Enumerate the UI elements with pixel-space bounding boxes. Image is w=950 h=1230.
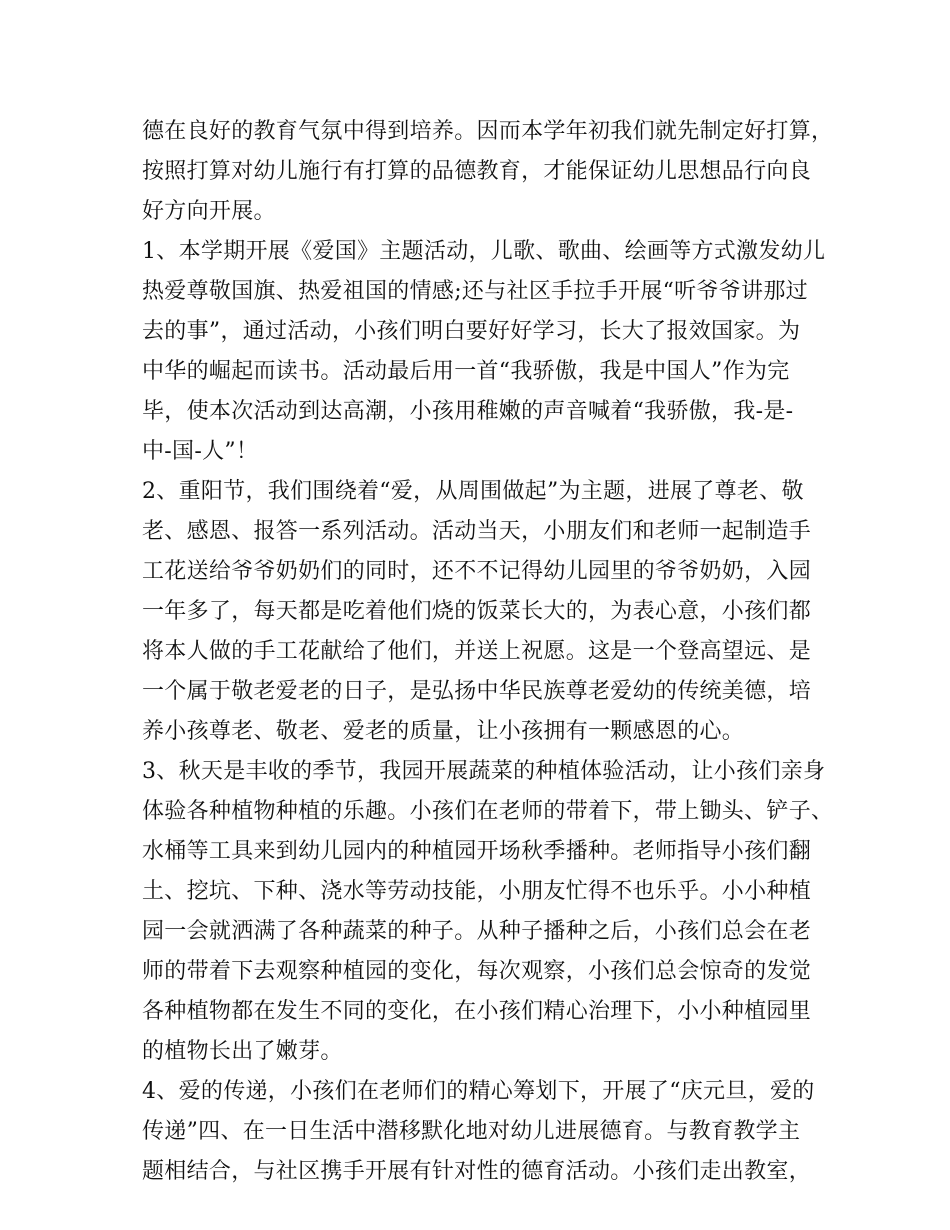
text-line: 的植物长出了嫩芽。	[142, 1039, 343, 1064]
text-line: 2、重阳节，我们围绕着“爱，从周围做起”为主题，进展了尊老、敬	[142, 479, 804, 504]
text-line: 水桶等工具来到幼儿园内的种植园开场秋季播种。老师指导小孩们翻	[142, 839, 812, 864]
text-line: 去的事”，通过活动，小孩们明白要好好学习，长大了报效国家。为	[142, 319, 801, 344]
text-line: 传递”四、在一日生活中潜移默化地对幼儿进展德育。与教育教学主	[142, 1119, 801, 1144]
text-line: 按照打算对幼儿施行有打算的品德教育，才能保证幼儿思想品行向良	[142, 159, 812, 184]
text-line: 好方向开展。	[142, 199, 276, 224]
text-line: 3、秋天是丰收的季节，我园开展蔬菜的种植体验活动，让小孩们亲身	[142, 759, 826, 784]
text-line: 毕，使本次活动到达高潮，小孩用稚嫩的声音喊着“我骄傲，我-是-	[142, 399, 794, 424]
text-line: 园一会就洒满了各种蔬菜的种子。从种子播种之后，小孩们总会在老	[142, 919, 812, 944]
text-line: 热爱尊敬国旗、热爱祖国的情感;还与社区手拉手开展“听爷爷讲那过	[142, 279, 808, 304]
text-line: 一个属于敬老爱老的日子，是弘扬中华民族尊老爱幼的传统美德，培	[142, 679, 812, 704]
document-body	[142, 112, 834, 1192]
text-line: 题相结合，与社区携手开展有针对性的德育活动。小孩们走出教室，	[142, 1159, 812, 1184]
text-line: 德在良好的教育气氛中得到培养。因而本学年初我们就先制定好打算，	[142, 119, 834, 144]
text-line: 1、本学期开展《爱国》主题活动，儿歌、歌曲、绘画等方式激发幼儿	[142, 239, 826, 264]
text-line: 养小孩尊老、敬老、爱老的质量，让小孩拥有一颗感恩的心。	[142, 719, 745, 744]
text-line: 中华的崛起而读书。活动最后用一首“我骄傲，我是中国人”作为完	[142, 359, 790, 384]
text-line: 各种植物都在发生不同的变化，在小孩们精心治理下，小小种植园里	[142, 999, 812, 1024]
text-line: 一年多了，每天都是吃着他们烧的饭菜长大的，为表心意，小孩们都	[142, 599, 812, 624]
text-line: 土、挖坑、下种、浇水等劳动技能，小朋友忙得不也乐乎。小小种植	[142, 879, 812, 904]
text-line: 师的带着下去观察种植园的变化，每次观察，小孩们总会惊奇的发觉	[142, 959, 812, 984]
text-line: 中-国-人”！	[142, 439, 259, 464]
text-line: 4、爱的传递，小孩们在老师们的精心筹划下，开展了“庆元旦，爱的	[142, 1079, 815, 1104]
text-line: 将本人做的手工花献给了他们，并送上祝愿。这是一个登高望远、是	[142, 639, 812, 664]
text-line: 工花送给爷爷奶奶们的同时，还不不记得幼儿园里的爷爷奶奶，入园	[142, 559, 812, 584]
text-line: 老、感恩、报答一系列活动。活动当天，小朋友们和老师一起制造手	[142, 519, 812, 544]
text-line: 体验各种植物种植的乐趣。小孩们在老师的带着下，带上锄头、铲子、	[142, 799, 834, 824]
